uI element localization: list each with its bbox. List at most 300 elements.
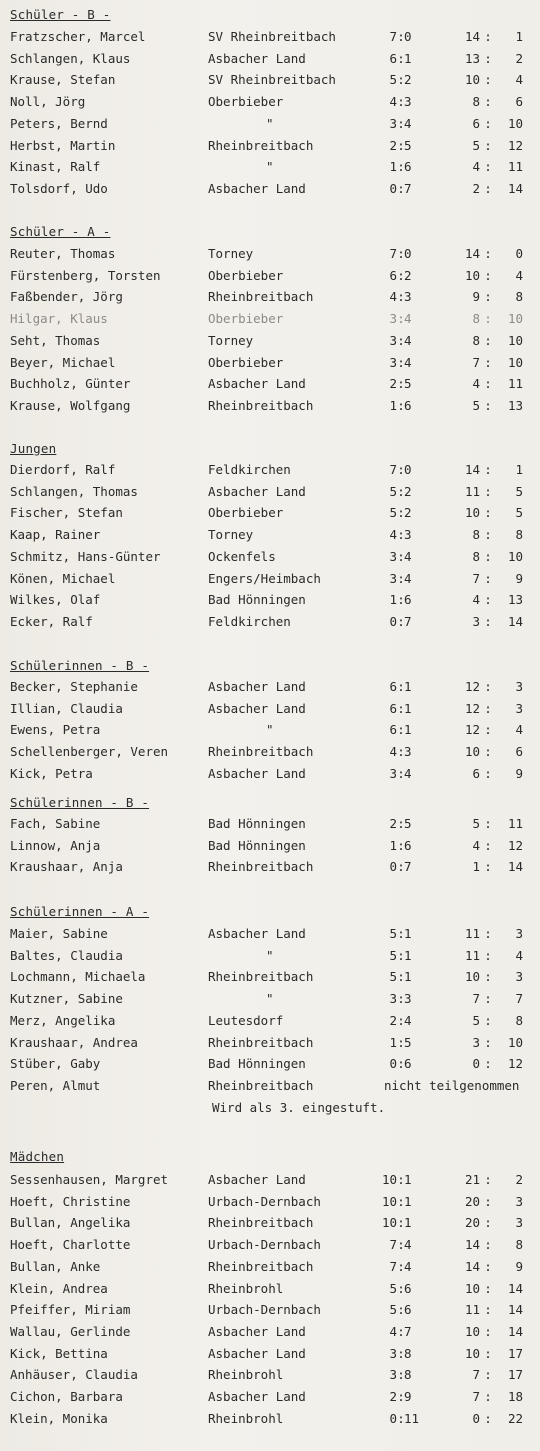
player-name: Kick, Bettina [10,1345,108,1361]
sets-separator: : [484,947,492,963]
sets-separator: : [484,159,492,175]
sets-won: 8 [472,94,480,110]
player-name: Ecker, Ralf [10,613,93,629]
sets-won: 6 [472,765,480,781]
result-row [0,375,540,396]
points-separator: : [397,397,405,413]
result-row [0,526,540,547]
points-separator: : [397,1345,405,1361]
sets-separator: : [484,311,492,327]
sets-separator: : [484,246,492,261]
sets-lost: 14 [507,859,523,875]
sets-separator: : [484,29,492,44]
match-points-won: 2 [389,376,397,392]
match-points-won: 6 [389,722,397,738]
club-name: Asbacher Land [208,926,306,941]
club-name: Rheinbreitbach [208,859,314,875]
sets-separator: : [484,1172,492,1187]
player-name: Seht, Thomas [10,332,101,348]
player-name: Fratzscher, Marcel [10,29,146,44]
points-separator: : [397,1410,405,1426]
sets-lost: 8 [515,1012,523,1028]
match-points-lost: 0 [404,29,412,44]
result-row [0,721,540,742]
match-points-lost: 3 [404,744,412,760]
match-points-lost: 8 [404,1367,412,1383]
result-row [0,925,540,946]
club-name: Asbacher Land [208,180,306,196]
match-points-won: 2 [389,1012,397,1028]
club-name: Asbacher Land [208,1345,306,1361]
sets-separator: : [484,1193,492,1209]
result-row [0,858,540,879]
sets-won: 5 [472,816,480,831]
sets-lost: 2 [515,1172,523,1187]
result-row [0,815,540,836]
sets-separator: : [484,137,492,153]
sets-separator: : [484,115,492,131]
sets-separator: : [484,679,492,694]
sets-separator: : [484,765,492,781]
sets-separator: : [484,613,492,629]
club-ditto-mark: " [266,159,274,175]
sets-won: 14 [464,246,480,261]
points-separator: : [397,159,405,175]
sets-separator: : [484,1012,492,1028]
sets-lost: 10 [507,548,523,564]
sets-won: 10 [464,72,480,88]
points-separator: : [397,289,405,305]
match-points-won: 0 [389,180,397,196]
player-name: Cichon, Barbara [10,1389,123,1404]
sets-lost: 9 [515,765,523,781]
result-row [0,570,540,591]
club-ditto-mark: " [266,991,274,1007]
sets-won: 7 [472,354,480,370]
points-separator: : [397,969,405,985]
sets-won: 10 [464,1280,480,1296]
player-name: Schlangen, Klaus [10,50,131,66]
section-heading: Schülerinnen - B - [10,795,150,810]
club-name: Urbach-Dernbach [208,1193,321,1209]
match-points-won: 1 [389,837,397,853]
points-separator: : [397,991,405,1007]
sets-separator: : [484,1323,492,1339]
sets-separator: : [484,180,492,196]
club-name: Asbacher Land [208,1389,306,1404]
sets-lost: 6 [515,744,523,760]
points-separator: : [397,137,405,153]
sets-won: 9 [472,289,480,305]
sets-won: 11 [464,483,480,499]
sets-lost: 13 [507,397,523,413]
result-row [0,93,540,114]
match-points-lost: 6 [404,159,412,175]
sets-won: 7 [472,991,480,1007]
sets-won: 20 [464,1193,480,1209]
sets-separator: : [484,837,492,853]
club-name: Asbacher Land [208,1323,306,1339]
match-points-lost: 4 [404,548,412,564]
player-name: Beyer, Michael [10,354,116,370]
club-name: Asbacher Land [208,700,306,716]
match-points-lost: 4 [404,1012,412,1028]
points-separator: : [397,926,405,941]
sets-separator: : [484,354,492,370]
sets-separator: : [484,859,492,875]
player-name: Fach, Sabine [10,816,101,831]
sets-separator: : [484,527,492,543]
match-points-won: 0 [389,1056,397,1072]
sets-separator: : [484,1367,492,1383]
match-points-lost: 7 [404,1323,412,1339]
result-row [0,180,540,201]
club-name: Rheinbrohl [208,1280,284,1296]
club-name: Oberbieber [208,505,284,521]
sets-lost: 9 [515,570,523,586]
sets-lost: 8 [515,289,523,305]
points-separator: : [397,1367,405,1383]
match-points-lost: 2 [404,505,412,521]
player-name: Wilkes, Olaf [10,592,101,608]
sets-lost: 14 [507,613,523,629]
player-name: Bullan, Angelika [10,1215,131,1231]
points-separator: : [397,72,405,88]
club-name: Rheinbreitbach [208,744,314,760]
points-separator: : [397,29,405,44]
club-name: Asbacher Land [208,765,306,781]
match-points-lost: 11 [404,1410,420,1426]
result-row [0,354,540,375]
match-points-lost: 7 [404,180,412,196]
sets-lost: 11 [507,376,523,392]
sets-lost: 14 [507,1302,523,1318]
match-points-lost: 1 [404,1172,412,1187]
match-points-won: 4 [389,94,397,110]
sets-lost: 12 [507,1056,523,1072]
sets-won: 14 [464,1258,480,1274]
section-heading: Schüler - A - [10,224,111,239]
match-points-won: 5 [389,483,397,499]
match-points-won: 4 [389,527,397,543]
match-points-won: 1 [389,397,397,413]
sets-separator: : [484,1389,492,1404]
club-name: Asbacher Land [208,679,306,694]
result-row [0,1280,540,1301]
result-row [0,591,540,612]
sets-won: 14 [464,29,480,44]
club-name: Bad Hönningen [208,592,306,608]
sets-lost: 4 [515,947,523,963]
club-name: Bad Hönningen [208,1056,306,1072]
match-points-lost: 6 [404,1056,412,1072]
player-name: Peren, Almut [10,1077,101,1093]
sets-lost: 4 [515,72,523,88]
sets-won: 14 [464,462,480,477]
match-points-lost: 6 [404,837,412,853]
section-heading: Mädchen [10,1149,65,1164]
match-points-won: 10 [381,1172,397,1187]
player-name: Wallau, Gerlinde [10,1323,131,1339]
result-row [0,700,540,721]
player-name: Merz, Angelika [10,1012,116,1028]
player-name: Linnow, Anja [10,837,101,853]
match-points-won: 6 [389,679,397,694]
points-separator: : [397,180,405,196]
sets-won: 3 [472,1034,480,1050]
result-row [0,483,540,504]
result-row [0,1077,540,1098]
points-separator: : [397,376,405,392]
sets-separator: : [484,991,492,1007]
club-name: SV Rheinbreitbach [208,29,336,44]
sets-won: 11 [464,1302,480,1318]
sets-separator: : [484,1056,492,1072]
player-name: Kraushaar, Anja [10,859,123,875]
result-row [0,28,540,49]
points-separator: : [397,1323,405,1339]
sets-separator: : [484,397,492,413]
sets-separator: : [484,969,492,985]
club-name: Torney [208,527,254,543]
points-separator: : [397,354,405,370]
match-points-won: 3 [389,115,397,131]
match-points-lost: 0 [404,246,412,261]
sets-separator: : [484,462,492,477]
match-points-lost: 1 [404,1193,412,1209]
match-points-won: 7 [389,29,397,44]
sets-separator: : [484,1345,492,1361]
result-row [0,310,540,331]
sets-separator: : [484,1215,492,1231]
sets-lost: 12 [507,837,523,853]
sets-won: 11 [464,926,480,941]
match-points-lost: 2 [404,72,412,88]
club-name: Oberbieber [208,94,284,110]
match-points-lost: 8 [404,1345,412,1361]
player-name: Peters, Bernd [10,115,108,131]
sets-lost: 5 [515,505,523,521]
match-points-won: 5 [389,969,397,985]
sets-separator: : [484,548,492,564]
points-separator: : [397,1237,405,1253]
sets-lost: 14 [507,180,523,196]
player-name: Hilgar, Klaus [10,311,108,327]
sets-won: 8 [472,332,480,348]
match-points-won: 7 [389,1237,397,1253]
club-name: Rheinbreitbach [208,289,314,305]
result-row [0,968,540,989]
points-separator: : [397,679,405,694]
sets-separator: : [484,267,492,283]
player-name: Schellenberger, Veren [10,744,169,760]
match-points-won: 5 [389,1302,397,1318]
result-row [0,548,540,569]
match-points-won: 3 [389,548,397,564]
result-row [0,1236,540,1257]
result-row [0,947,540,968]
sets-won: 7 [472,1389,480,1404]
result-row [0,504,540,525]
player-name: Hoeft, Christine [10,1193,131,1209]
player-name: Anhäuser, Claudia [10,1367,138,1383]
match-points-won: 5 [389,505,397,521]
player-name: Stüber, Gaby [10,1056,101,1072]
sets-lost: 6 [515,94,523,110]
sets-separator: : [484,483,492,499]
sets-lost: 11 [507,159,523,175]
player-name: Baltes, Claudia [10,947,123,963]
match-points-lost: 6 [404,397,412,413]
sets-lost: 7 [515,991,523,1007]
match-points-won: 2 [389,137,397,153]
club-name: Rheinbreitbach [208,1077,314,1093]
sets-lost: 11 [507,816,523,831]
match-points-lost: 1 [404,50,412,66]
sets-separator: : [484,94,492,110]
club-name: Oberbieber [208,267,284,283]
player-name: Sessenhausen, Margret [10,1172,169,1187]
points-separator: : [397,246,405,261]
sets-won: 4 [472,592,480,608]
player-name: Bullan, Anke [10,1258,101,1274]
sets-separator: : [484,50,492,66]
result-row [0,1034,540,1055]
sets-won: 8 [472,311,480,327]
sets-lost: 18 [507,1389,523,1404]
points-separator: : [397,527,405,543]
result-row [0,137,540,158]
points-separator: : [397,332,405,348]
sets-lost: 3 [515,969,523,985]
points-separator: : [397,1034,405,1050]
points-separator: : [397,859,405,875]
player-name: Krause, Stefan [10,72,116,88]
club-name: Asbacher Land [208,50,306,66]
sets-lost: 17 [507,1345,523,1361]
sets-separator: : [484,505,492,521]
club-name: Asbacher Land [208,376,306,392]
club-name: Leutesdorf [208,1012,284,1028]
points-separator: : [397,115,405,131]
player-name: Schlangen, Thomas [10,483,138,499]
result-row [0,765,540,786]
match-points-lost: 4 [404,765,412,781]
sets-separator: : [484,744,492,760]
result-row [0,837,540,858]
player-name: Becker, Stephanie [10,679,138,694]
match-points-won: 2 [389,816,397,831]
result-row [0,158,540,179]
club-name: Rheinbreitbach [208,1215,314,1231]
result-row [0,50,540,71]
sets-won: 7 [472,570,480,586]
club-name: Urbach-Dernbach [208,1302,321,1318]
match-points-lost: 1 [404,722,412,738]
sets-separator: : [484,1280,492,1296]
player-name: Pfeiffer, Miriam [10,1302,131,1318]
sets-lost: 10 [507,354,523,370]
club-name: Urbach-Dernbach [208,1237,321,1253]
result-row [0,115,540,136]
sets-won: 20 [464,1215,480,1231]
match-points-won: 3 [389,991,397,1007]
player-name: Dierdorf, Ralf [10,462,116,477]
player-name: Kraushaar, Andrea [10,1034,138,1050]
match-points-won: 3 [389,311,397,327]
sets-separator: : [484,700,492,716]
sets-won: 10 [464,505,480,521]
sets-won: 12 [464,679,480,694]
result-row [0,678,540,699]
sets-lost: 4 [515,267,523,283]
player-name: Maier, Sabine [10,926,108,941]
sets-won: 13 [464,50,480,66]
sets-won: 7 [472,1367,480,1383]
sets-lost: 2 [515,50,523,66]
match-points-lost: 3 [404,94,412,110]
result-row [0,1388,540,1409]
match-points-lost: 4 [404,570,412,586]
sets-separator: : [484,816,492,831]
sets-lost: 14 [507,1323,523,1339]
result-row [0,613,540,634]
match-points-lost: 1 [404,1215,412,1231]
result-row [0,71,540,92]
sets-separator: : [484,1034,492,1050]
player-name: Herbst, Martin [10,137,116,153]
result-row [0,1214,540,1235]
points-separator: : [397,1302,405,1318]
points-separator: : [397,548,405,564]
match-points-won: 5 [389,1280,397,1296]
points-separator: : [397,592,405,608]
points-separator: : [397,816,405,831]
points-separator: : [397,1215,405,1231]
match-points-lost: 3 [404,527,412,543]
points-separator: : [397,94,405,110]
match-points-won: 5 [389,926,397,941]
sets-lost: 14 [507,1280,523,1296]
points-separator: : [397,311,405,327]
sets-won: 0 [472,1056,480,1072]
match-points-lost: 1 [404,700,412,716]
player-name: Fürstenberg, Torsten [10,267,161,283]
sets-won: 14 [464,1237,480,1253]
result-row [0,245,540,266]
match-points-lost: 4 [404,1258,412,1274]
player-name: Hoeft, Charlotte [10,1237,131,1253]
club-ditto-mark: " [266,947,274,963]
points-separator: : [397,462,405,477]
points-separator: : [397,50,405,66]
club-name: Ockenfels [208,548,276,564]
sets-separator: : [484,1258,492,1274]
sets-lost: 4 [515,722,523,738]
sets-won: 5 [472,1012,480,1028]
result-row [0,1301,540,1322]
points-separator: : [397,1056,405,1072]
points-separator: : [397,1280,405,1296]
sets-won: 12 [464,722,480,738]
match-points-lost: 1 [404,679,412,694]
club-name: Feldkirchen [208,613,291,629]
result-row [0,990,540,1011]
sets-separator: : [484,570,492,586]
sets-won: 21 [464,1172,480,1187]
points-separator: : [397,1258,405,1274]
match-points-lost: 7 [404,859,412,875]
